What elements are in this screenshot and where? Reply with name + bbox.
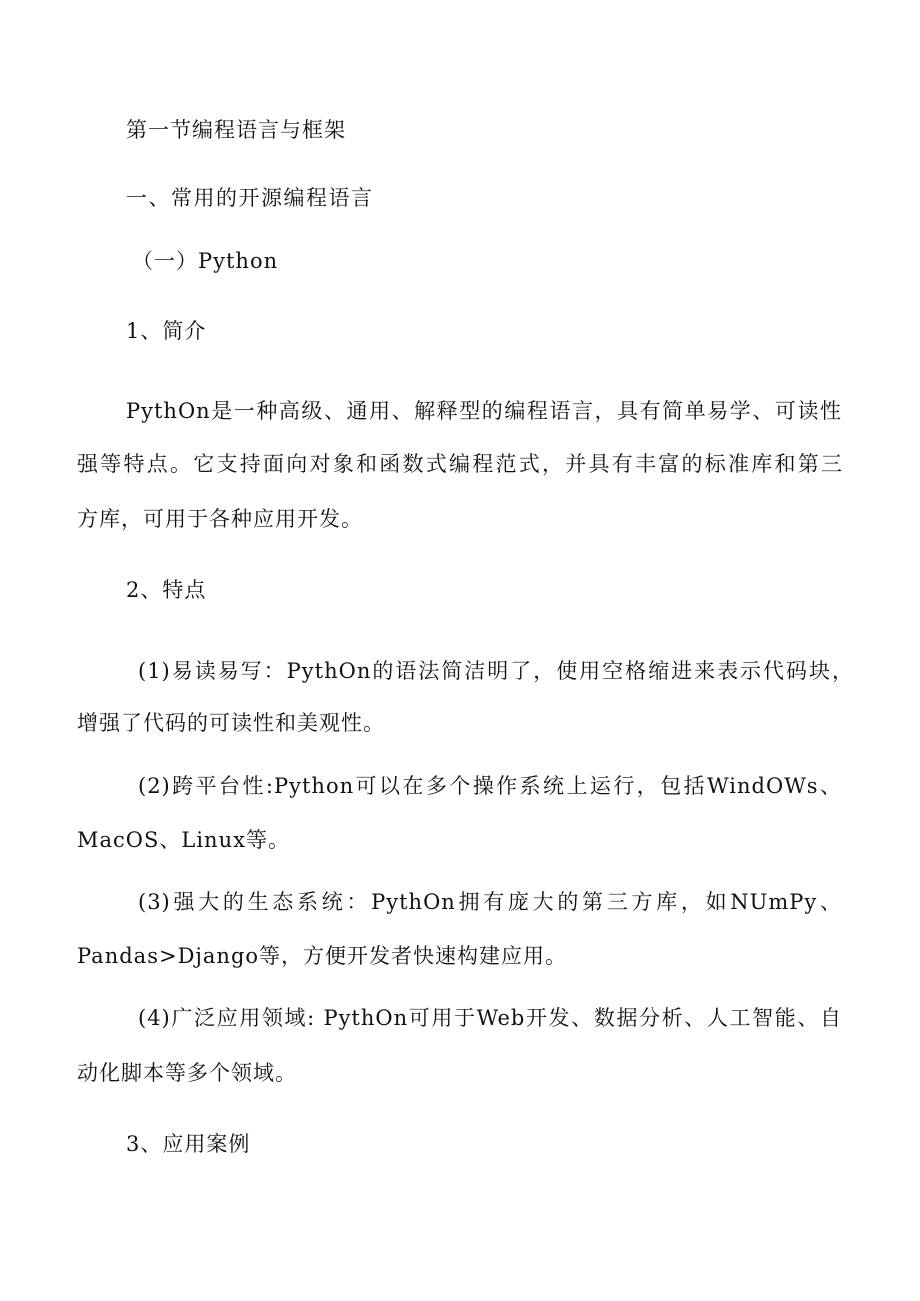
section-title: 第一节编程语言与框架 [126,118,346,142]
features-heading: 2、特点 [126,578,207,602]
heading-open-source-languages: 一、常用的开源编程语言 [126,186,374,210]
feature-3-line-2: Pandas>Django等，方便开发者快速构建应用。 [77,944,568,968]
feature-2-line-1: (2)跨平台性:Python可以在多个操作系统上运行，包括WindOWs、 [138,774,842,798]
intro-paragraph-line-1: PythOn是一种高级、通用、解释型的编程语言，具有简单易学、可读性 [126,399,842,423]
feature-1-line-2: 增强了代码的可读性和美观性。 [77,711,385,735]
heading-python: （一）Python [132,249,279,273]
intro-paragraph-line-3: 方库，可用于各种应用开发。 [77,507,363,531]
intro-heading: 1、简介 [126,319,207,343]
feature-1-line-1: (1)易读易写：PythOn的语法简洁明了，使用空格缩进来表示代码块， [138,659,854,683]
intro-paragraph-line-2: 强等特点。它支持面向对象和函数式编程范式，并具有丰富的标准库和第三 [77,452,843,476]
feature-2-line-2: MacOS、Linux等。 [77,828,290,852]
feature-4-line-2: 动化脚本等多个领域。 [77,1061,297,1085]
feature-3-line-1: (3)强大的生态系统：PythOn拥有庞大的第三方库，如NUmPy、 [138,890,842,914]
cases-heading: 3、应用案例 [126,1132,251,1156]
feature-4-line-1: (4)广泛应用领域: PythOn可用于Web开发、数据分析、人工智能、自 [138,1006,842,1030]
